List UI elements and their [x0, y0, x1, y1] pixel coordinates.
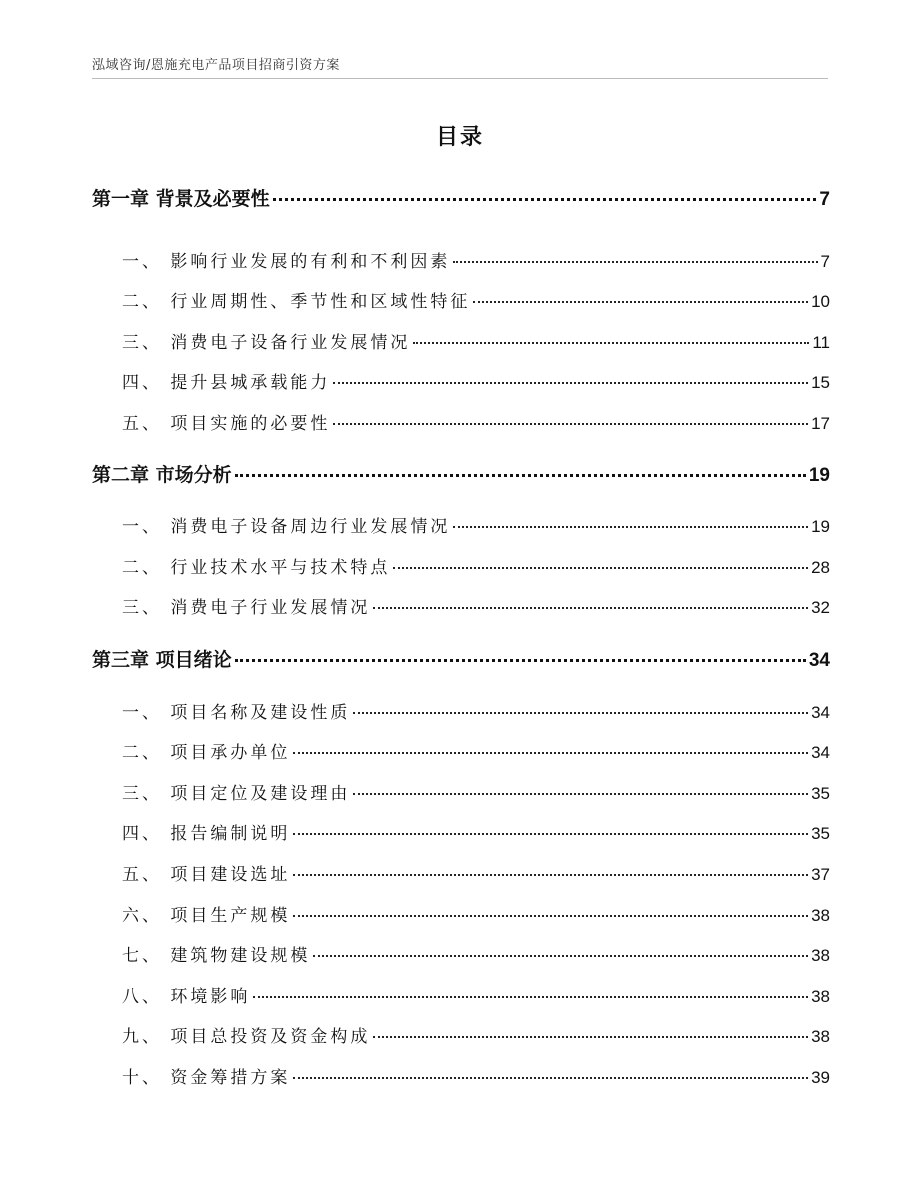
- toc-section[interactable]: [92, 512, 830, 537]
- toc-dot-leader: [235, 474, 806, 477]
- toc-section[interactable]: [92, 1022, 830, 1047]
- toc-entry-label: 二、 行业周期性、季节性和区域性特征: [122, 292, 471, 312]
- toc-entry-label: 第三章 项目绪论: [92, 649, 232, 671]
- toc-dot-leader: [373, 1036, 808, 1038]
- toc-entry-label: 一、 消费电子设备周边行业发展情况: [122, 517, 451, 537]
- page-header: 泓域咨询/恩施充电产品项目招商引资方案: [92, 58, 340, 73]
- toc-dot-leader: [333, 423, 808, 425]
- toc-dot-leader: [473, 301, 808, 303]
- toc-entry-label: 一、 项目名称及建设性质: [122, 703, 351, 723]
- toc-page-number: 35: [811, 824, 830, 843]
- toc-dot-leader: [273, 198, 817, 201]
- toc-dot-leader: [373, 607, 808, 609]
- toc-page-number: 17: [811, 414, 830, 433]
- toc-entry-label: 七、 建筑物建设规模: [122, 946, 311, 966]
- toc-section[interactable]: [92, 941, 830, 966]
- toc-chapter-2[interactable]: [92, 460, 830, 487]
- toc-page-number: 34: [811, 743, 830, 762]
- toc-entry-label: 五、 项目实施的必要性: [122, 414, 331, 434]
- toc-page-number: 37: [811, 865, 830, 884]
- toc-dot-leader: [353, 712, 808, 714]
- toc-entry-label: 十、 资金筹措方案: [122, 1068, 291, 1088]
- toc-section[interactable]: [92, 593, 830, 618]
- toc-entry-label: 四、 报告编制说明: [122, 824, 291, 844]
- toc-entry-label: 三、 项目定位及建设理由: [122, 784, 351, 804]
- toc-entry-label: 二、 项目承办单位: [122, 743, 291, 763]
- toc-entry-label: 二、 行业技术水平与技术特点: [122, 558, 391, 578]
- toc-entry-label: 八、 环境影响: [122, 987, 251, 1007]
- toc-page-number: 38: [811, 987, 830, 1006]
- toc-dot-leader: [413, 342, 809, 344]
- toc-page-number: 39: [811, 1068, 830, 1087]
- toc-section[interactable]: [92, 247, 830, 272]
- toc-section[interactable]: [92, 328, 830, 353]
- toc-page-number: 34: [808, 650, 830, 671]
- toc-section[interactable]: [92, 901, 830, 926]
- toc-page-number: 32: [811, 598, 830, 617]
- toc-entry-label: 四、 提升县城承载能力: [122, 373, 331, 393]
- toc-page-number: 19: [808, 465, 830, 486]
- toc-dot-leader: [253, 996, 808, 998]
- toc-entry-label: 九、 项目总投资及资金构成: [122, 1027, 371, 1047]
- toc-entry-label: 六、 项目生产规模: [122, 906, 291, 926]
- toc-page-number: 7: [819, 189, 830, 210]
- toc-page-number: 15: [811, 373, 830, 392]
- toc-dot-leader: [313, 955, 808, 957]
- toc-page-number: 38: [811, 1027, 830, 1046]
- toc-page-number: 7: [820, 252, 830, 271]
- toc-section[interactable]: [92, 982, 830, 1007]
- toc-dot-leader: [453, 261, 817, 263]
- toc-page-number: 10: [811, 292, 830, 311]
- toc-dot-leader: [353, 793, 808, 795]
- toc-dot-leader: [453, 526, 808, 528]
- toc-section[interactable]: [92, 698, 830, 723]
- toc-section[interactable]: [92, 368, 830, 393]
- toc-section[interactable]: [92, 779, 830, 804]
- toc-page-number: 34: [811, 703, 830, 722]
- toc-entry-label: 第二章 市场分析: [92, 464, 232, 486]
- toc-dot-leader: [293, 833, 808, 835]
- toc-section[interactable]: [92, 860, 830, 885]
- toc-section[interactable]: [92, 553, 830, 578]
- toc-dot-leader: [293, 874, 808, 876]
- toc-chapter-1[interactable]: [92, 184, 830, 211]
- toc-chapter-3[interactable]: [92, 645, 830, 672]
- toc-page-number: 19: [811, 517, 830, 536]
- toc-section[interactable]: [92, 287, 830, 312]
- toc-section[interactable]: [92, 1063, 830, 1088]
- toc-entry-label: 五、 项目建设选址: [122, 865, 291, 885]
- toc-page-number: 11: [812, 333, 830, 352]
- toc-dot-leader: [235, 659, 806, 662]
- toc-section[interactable]: [92, 738, 830, 763]
- toc-page-number: 38: [811, 946, 830, 965]
- toc-section[interactable]: [92, 409, 830, 434]
- toc-page-number: 38: [811, 906, 830, 925]
- toc-dot-leader: [333, 382, 808, 384]
- toc-entry-label: 第一章 背景及必要性: [92, 188, 270, 210]
- toc-entry-label: 三、 消费电子设备行业发展情况: [122, 333, 411, 353]
- header-divider: [92, 78, 828, 79]
- toc-dot-leader: [293, 1077, 808, 1079]
- toc-dot-leader: [393, 567, 808, 569]
- toc-dot-leader: [293, 752, 808, 754]
- toc-section[interactable]: [92, 819, 830, 844]
- toc-title: 目录: [435, 125, 484, 150]
- toc-page-number: 35: [811, 784, 830, 803]
- toc-dot-leader: [293, 915, 808, 917]
- toc-page-number: 28: [811, 558, 830, 577]
- toc-entry-label: 一、 影响行业发展的有利和不利因素: [122, 252, 451, 272]
- toc-entry-label: 三、 消费电子行业发展情况: [122, 598, 371, 618]
